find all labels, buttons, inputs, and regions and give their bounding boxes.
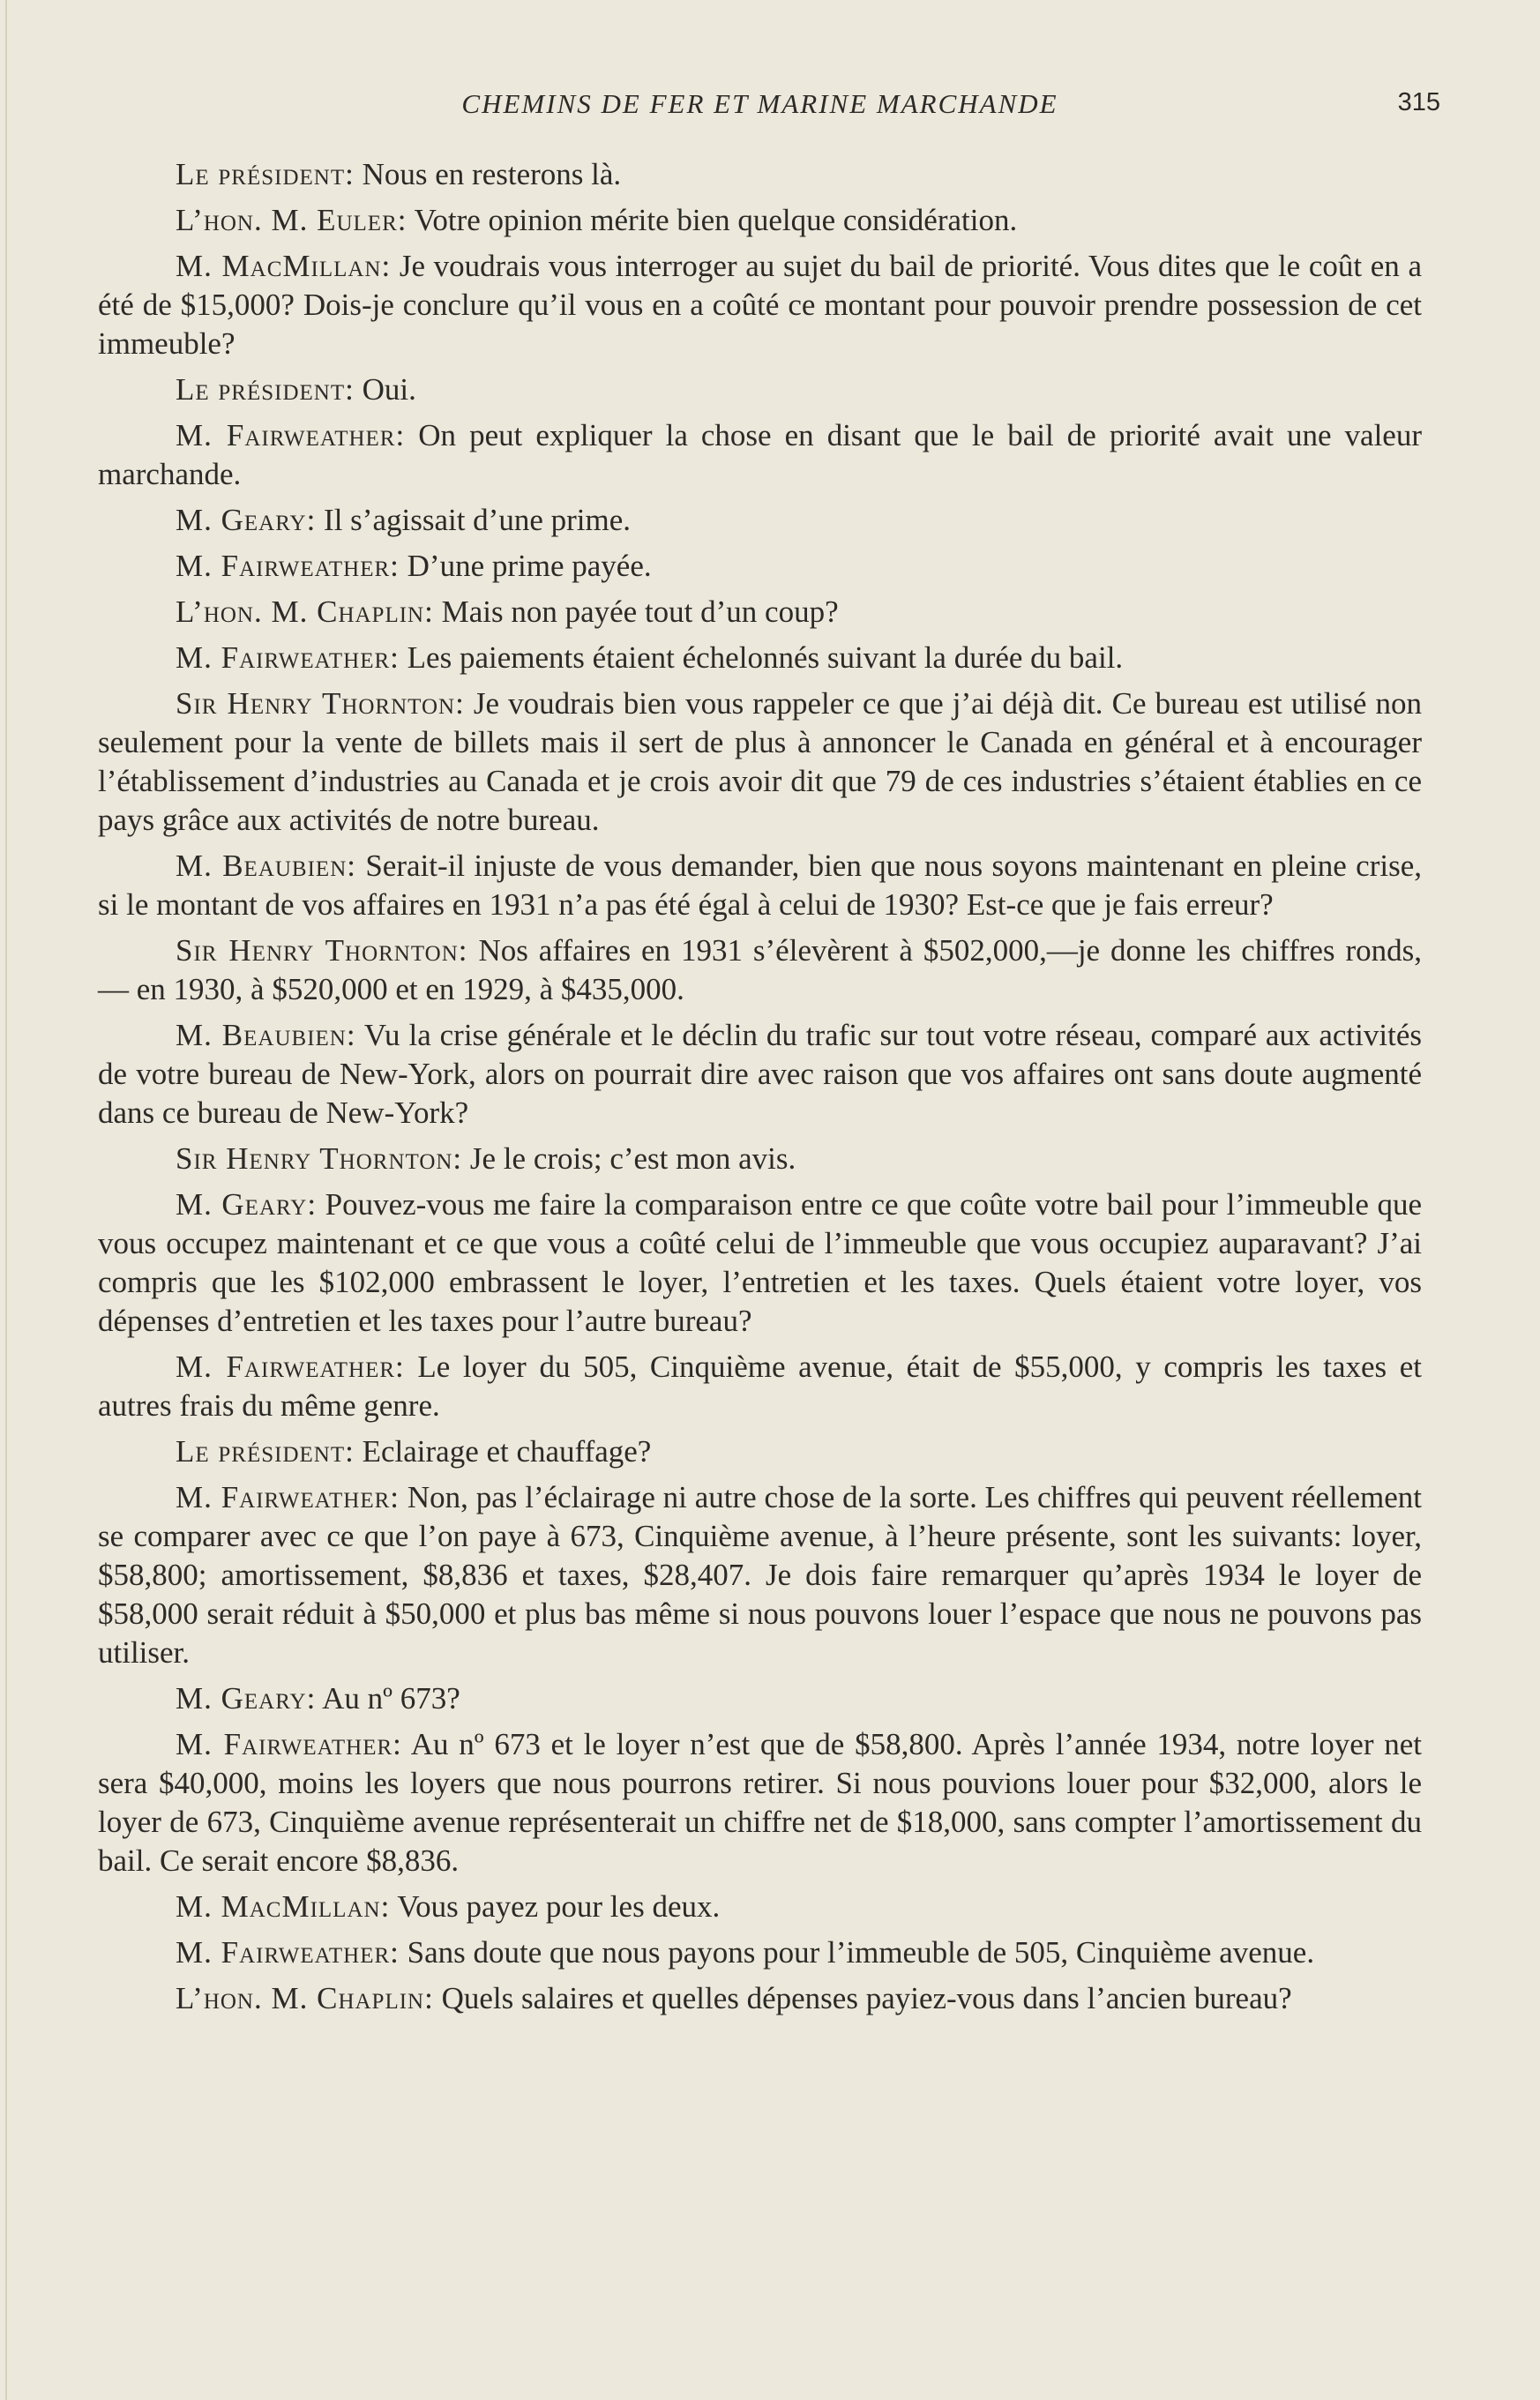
speech-text: Il s’agissait d’une prime. — [316, 503, 632, 537]
paragraph — [98, 931, 1422, 1009]
speaker-name: M. Fairweather: — [176, 1480, 400, 1514]
speech-text: Au nº 673 et le loyer n’est que de $58,800. Après l’année 1934, notre loyer net sera $40,000, moins les loyers que nous pourrons retirer. Si nous pouvions louer pour $32,000, alors le loyer de 673, Cinquième avenue représenterait un chiffre net de $18,000, sans compter l’amortissement du bail. Ce serait encore $8,836. — [98, 1727, 1422, 1878]
paragraph — [98, 370, 1422, 409]
speaker-name: L’hon. M. Chaplin: — [176, 594, 434, 629]
speech-text: Serait-il injuste de vous demander, bien que nous soyons maintenant en pleine crise, si le montant de vos affaires en 1931 n’a pas été égal à celui de 1930? Est-ce que je fais erreur? — [98, 849, 1422, 922]
speech-text: Mais non payée tout d’un coup? — [433, 594, 839, 629]
speech-text: Votre opinion mérite bien quelque considération. — [407, 203, 1018, 237]
paragraph — [98, 593, 1422, 632]
speech-text: Nos affaires en 1931 s’élevèrent à $502,000,—je donne les chiffres ronds, — en 1930, à $520,000 et en 1929, à $435,000. — [98, 933, 1423, 1006]
speech-text: Le loyer du 505, Cinquième avenue, était de $55,000, y compris les taxes et autres frais du même genre. — [98, 1350, 1423, 1423]
speech-text: Je voudrais vous interroger au sujet du bail de priorité. Vous dites que le coût en a été de $15,000? Dois-je conclure qu’il vous en a coûté ce montant pour pouvoir prendre possession de cet immeuble? — [98, 249, 1422, 361]
paragraph — [98, 501, 1422, 540]
paragraph — [98, 639, 1422, 677]
speaker-name: M. Fairweather: — [176, 1350, 405, 1384]
paragraph — [98, 1679, 1422, 1718]
transcript-body — [98, 155, 1422, 2018]
speaker-name: M. Beaubien: — [176, 849, 356, 883]
speaker-name: Le président: — [176, 372, 355, 407]
speaker-name: M. Fairweather: — [176, 418, 406, 452]
speaker-name: Le président: — [176, 1434, 355, 1469]
paragraph — [98, 1725, 1422, 1880]
paragraph — [98, 1979, 1422, 2018]
paragraph — [98, 1016, 1422, 1133]
paragraph — [98, 684, 1422, 840]
speech-text: Les paiements étaient échelonnés suivant la durée du bail. — [399, 640, 1124, 675]
speech-text: On peut expliquer la chose en disant que le bail de priorité avait une valeur marchande. — [98, 418, 1423, 491]
speaker-name: M. Fairweather: — [176, 549, 400, 583]
speech-text: Oui. — [354, 372, 416, 407]
paragraph — [98, 201, 1422, 240]
speech-text: D’une prime payée. — [399, 549, 652, 583]
speaker-name: M. MacMillan: — [176, 1889, 391, 1924]
page-number: 315 — [1397, 88, 1440, 116]
speaker-name: Sir Henry Thornton: — [176, 686, 465, 721]
speaker-name: M. Geary: — [176, 1187, 318, 1222]
paragraph — [98, 1933, 1422, 1972]
speech-text: Pouvez-vous me faire la comparaison entre ce que coûte votre bail pour l’immeuble que vous occupez maintenant et ce que vous a coûté celui de l’immeuble que vous occupiez auparavant? J’ai compris que les $102,000 embrassent le loyer, l’entretien et les taxes. Quels étaient votre loyer, vos dépenses d’entretien et les taxes pour l’autre bureau? — [98, 1187, 1422, 1338]
speech-text: Vous payez pour les deux. — [390, 1889, 721, 1924]
speaker-name: M. Geary: — [176, 1681, 317, 1716]
speech-text: Non, pas l’éclairage ni autre chose de la sorte. Les chiffres qui peuvent réellement se comparer avec ce que l’on paye à 673, Cinquième avenue, à l’heure présente, sont les suivants: loyer, $58,800; amortissement, $8,836 et taxes, $28,407. Je dois faire remarquer qu’après 1934 le loyer de $58,000 serait réduit à $50,000 et plus bas même si nous pouvons louer l’espace que nous ne pouvons pas utiliser. — [98, 1480, 1422, 1670]
speech-text: Sans doute que nous payons pour l’immeuble de 505, Cinquième avenue. — [399, 1935, 1315, 1970]
speech-text: Nous en resterons là. — [354, 157, 622, 191]
paragraph — [98, 1888, 1422, 1926]
speaker-name: Sir Henry Thornton: — [176, 1141, 463, 1176]
speaker-name: Sir Henry Thornton: — [176, 933, 468, 968]
speech-text: Je le crois; c’est mon avis. — [462, 1141, 796, 1176]
paragraph — [98, 247, 1422, 363]
paragraph — [98, 847, 1422, 924]
speaker-name: M. Geary: — [176, 503, 317, 537]
speaker-name: M. Fairweather: — [176, 1727, 402, 1761]
page-header — [98, 85, 1440, 138]
speaker-name: L’hon. M. Chaplin: — [176, 1981, 434, 2015]
paragraph — [98, 1478, 1422, 1672]
speech-text: Eclairage et chauffage? — [354, 1434, 652, 1469]
speaker-name: L’hon. M. Euler: — [176, 203, 407, 237]
speaker-name: M. Beaubien: — [176, 1018, 356, 1052]
running-title: CHEMINS DE FER ET MARINE MARCHANDE — [461, 88, 1058, 119]
speech-text: Quels salaires et quelles dépenses payiez-vous dans l’ancien bureau? — [433, 1981, 1292, 2015]
paragraph — [98, 155, 1422, 194]
paragraph — [98, 1432, 1422, 1471]
speech-text: Au nº 673? — [316, 1681, 460, 1716]
paragraph — [98, 1140, 1422, 1178]
speech-text: Je voudrais bien vous rappeler ce que j’ai déjà dit. Ce bureau est utilisé non seulement pour la vente de billets mais il sert de plus à annoncer le Canada en général et à encourager l’établissement d’industries au Canada et je crois avoir dit que 79 de ces industries s’étaient établies en ce pays grâce aux activités de notre bureau. — [98, 686, 1422, 837]
paragraph — [98, 1348, 1422, 1425]
speaker-name: M. MacMillan: — [176, 249, 392, 283]
speech-text: Vu la crise générale et le déclin du trafic sur tout votre réseau, comparé aux activités de votre bureau de New-York, alors on pourrait dire avec raison que vos affaires ont sans doute augmenté dans ce bureau de New-York? — [98, 1018, 1422, 1130]
speaker-name: M. Fairweather: — [176, 640, 400, 675]
speaker-name: M. Fairweather: — [176, 1935, 400, 1970]
paragraph — [98, 1185, 1422, 1341]
page-edge-shadow — [5, 0, 7, 2400]
paragraph — [98, 547, 1422, 586]
paragraph — [98, 416, 1422, 494]
speaker-name: Le président: — [176, 157, 355, 191]
